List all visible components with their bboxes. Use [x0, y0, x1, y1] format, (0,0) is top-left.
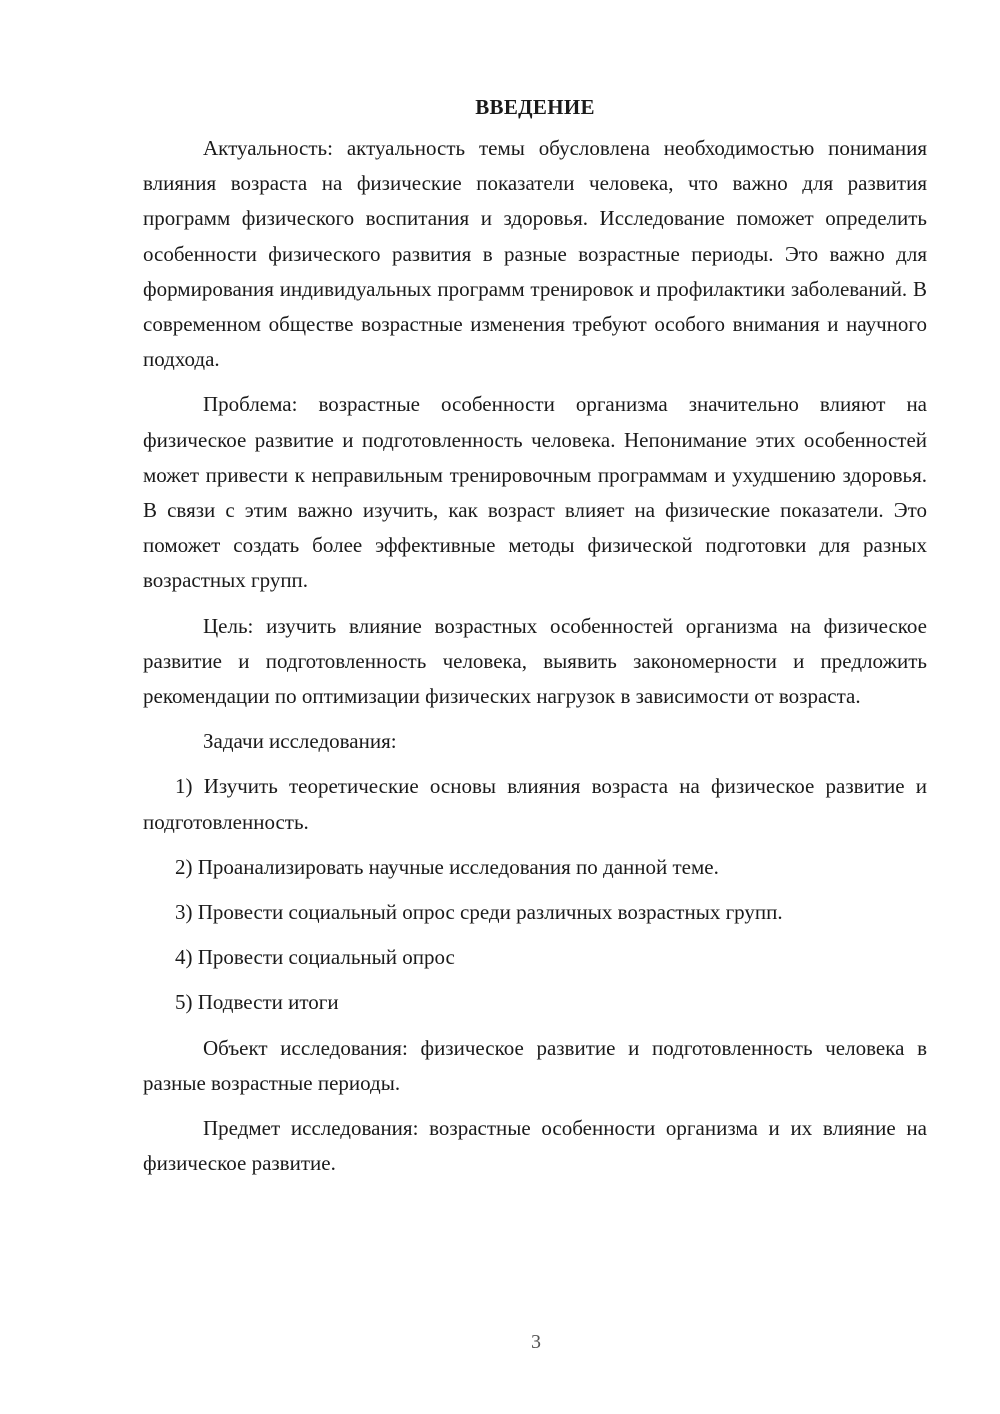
task-item-3: 3) Провести социальный опрос среди различных возрастных групп. — [175, 900, 783, 925]
page-title: ВВЕДЕНИЕ — [475, 95, 595, 119]
task-item-5: 5) Подвести итоги — [175, 990, 339, 1015]
paragraph-tasks-heading: Задачи исследования: — [203, 729, 397, 754]
page-number: 3 — [531, 1331, 541, 1353]
task-item-4: 4) Провести социальный опрос — [175, 945, 455, 970]
task-item-1: 1) Изучить теоретические основы влияния возраста на физическое развитие и подготовленность. — [143, 774, 927, 834]
paragraph-relevance: Актуальность: актуальность темы обусловлена необходимостью понимания влияния возраста на физические показатели человека, что важно для развития программ физического воспитания и здоровья. Исследование поможет определить особенности физического развития в разные возрастные периоды. Это важно для формирования индивидуальных программ тренировок и профилактики заболеваний. В современном обществе возрастные изменения требуют особого внимания и научного подхода. — [143, 136, 927, 372]
paragraph-goal: Цель: изучить влияние возрастных особенностей организма на физическое развитие и подготовленность человека, выявить закономерности и предложить рекомендации по оптимизации физических нагрузок в зависимости от возраста. — [143, 613, 927, 709]
paragraph-object: Объект исследования: физическое развитие и подготовленность человека в разные возрастные периоды. — [143, 1035, 927, 1095]
paragraph-problem: Проблема: возрастные особенности организма значительно влияют на физическое развитие и подготовленность человека. Непонимание этих особенностей может привести к неправильным тренировочным программам и ухудшению здоровья. В связи с этим важно изучить, как возраст влияет на физические показатели. Это поможет создать более эффективные методы физической подготовки для разных возрастных групп. — [143, 392, 927, 593]
page-content — [143, 90, 927, 1191]
task-item-2: 2) Проанализировать научные исследования по данной теме. — [175, 854, 719, 879]
paragraph-subject: Предмет исследования: возрастные особенности организма и их влияние на физическое развитие. — [143, 1116, 927, 1176]
